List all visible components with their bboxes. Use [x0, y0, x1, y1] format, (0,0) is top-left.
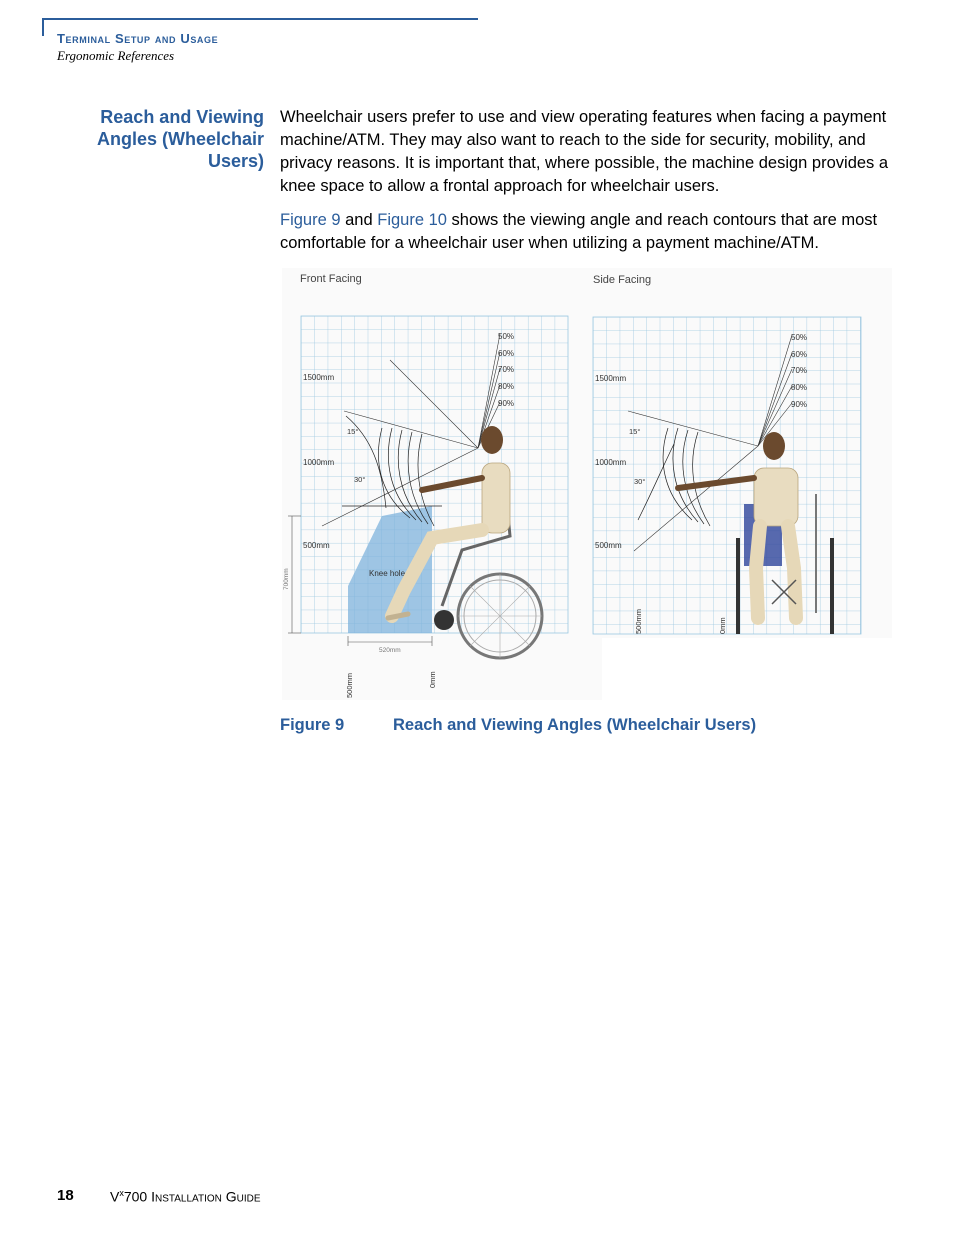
section-heading: Reach and Viewing Angles (Wheelchair Users) [96, 107, 264, 171]
figure-9-illustration [282, 268, 892, 700]
left-pct-80: 80% [498, 382, 515, 391]
right-label-500: 500mm [595, 541, 622, 550]
right-bottom-0mm: 0mm [718, 617, 727, 634]
body-paragraph-1: Wheelchair users prefer to use and view operating features when facing a payment machine/ATM. They may also want to reach to the side for security, mobility, and privacy reasons. It is important that, where possible, the machine design provides a knee space to allow a frontal approach for wheelchair users. [280, 108, 889, 195]
left-panel-title: Front Facing [300, 273, 362, 285]
left-angle-30: 30° [354, 475, 366, 484]
body-paragraph-2 [280, 209, 910, 255]
right-bottom-500mm: 500mm [634, 608, 643, 634]
right-pct-50: 50% [791, 333, 808, 342]
left-label-500: 500mm [303, 541, 330, 550]
right-panel-title: Side Facing [593, 274, 652, 286]
paragraph-text: shows the viewing angle and reach contours that are most comfortable for a wheelchair user when utilizing a payment machine/ATM. [280, 211, 878, 252]
footer-product-v: V [110, 1188, 120, 1205]
left-pct-60: 60% [498, 349, 515, 358]
left-angle-15: 15° [347, 427, 359, 436]
figure-caption-title: Reach and Viewing Angles (Wheelchair Users) [393, 716, 757, 734]
left-pct-70: 70% [498, 365, 515, 374]
left-pct-90: 90% [498, 399, 515, 408]
figure-10-link[interactable]: Figure 10 [377, 211, 447, 229]
figure-svg [282, 268, 892, 700]
right-pct-60: 60% [791, 350, 808, 359]
figure-caption-label: Figure 9 [280, 716, 345, 734]
running-header-subtitle: Ergonomic References [57, 48, 175, 63]
footer-product-x: x [119, 1188, 124, 1198]
right-grid [593, 317, 861, 634]
footer-product-num: 700 [123, 1188, 152, 1205]
right-pct-80: 80% [791, 383, 808, 392]
right-angle-30: 30° [634, 477, 646, 486]
right-label-1000: 1000mm [595, 458, 627, 467]
header-rule-vertical [42, 18, 44, 36]
left-label-1000: 1000mm [303, 458, 335, 467]
left-bottom-0mm: 0mm [428, 671, 437, 688]
left-bottom-500mm: 500mm [345, 672, 354, 698]
left-pct-50: 50% [498, 332, 515, 341]
header-rule [42, 18, 478, 20]
right-pct-70: 70% [791, 366, 808, 375]
left-dim-700mm: 700mm [283, 568, 290, 590]
footer-guide-label: Installation Guide [151, 1188, 261, 1205]
left-label-1500: 1500mm [303, 373, 335, 382]
right-angle-15: 15° [629, 427, 641, 436]
running-header-title: Terminal Setup and Usage [57, 31, 219, 46]
right-pct-90: 90% [791, 400, 808, 409]
left-dim-520mm: 520mm [379, 647, 401, 654]
figure-9-link[interactable]: Figure 9 [280, 211, 341, 229]
page-number: 18 [57, 1187, 74, 1204]
knee-hole-label: Knee hole [369, 569, 406, 578]
paragraph-text: and [340, 211, 378, 229]
footer-guide-title [110, 1188, 261, 1205]
right-label-1500: 1500mm [595, 374, 627, 383]
